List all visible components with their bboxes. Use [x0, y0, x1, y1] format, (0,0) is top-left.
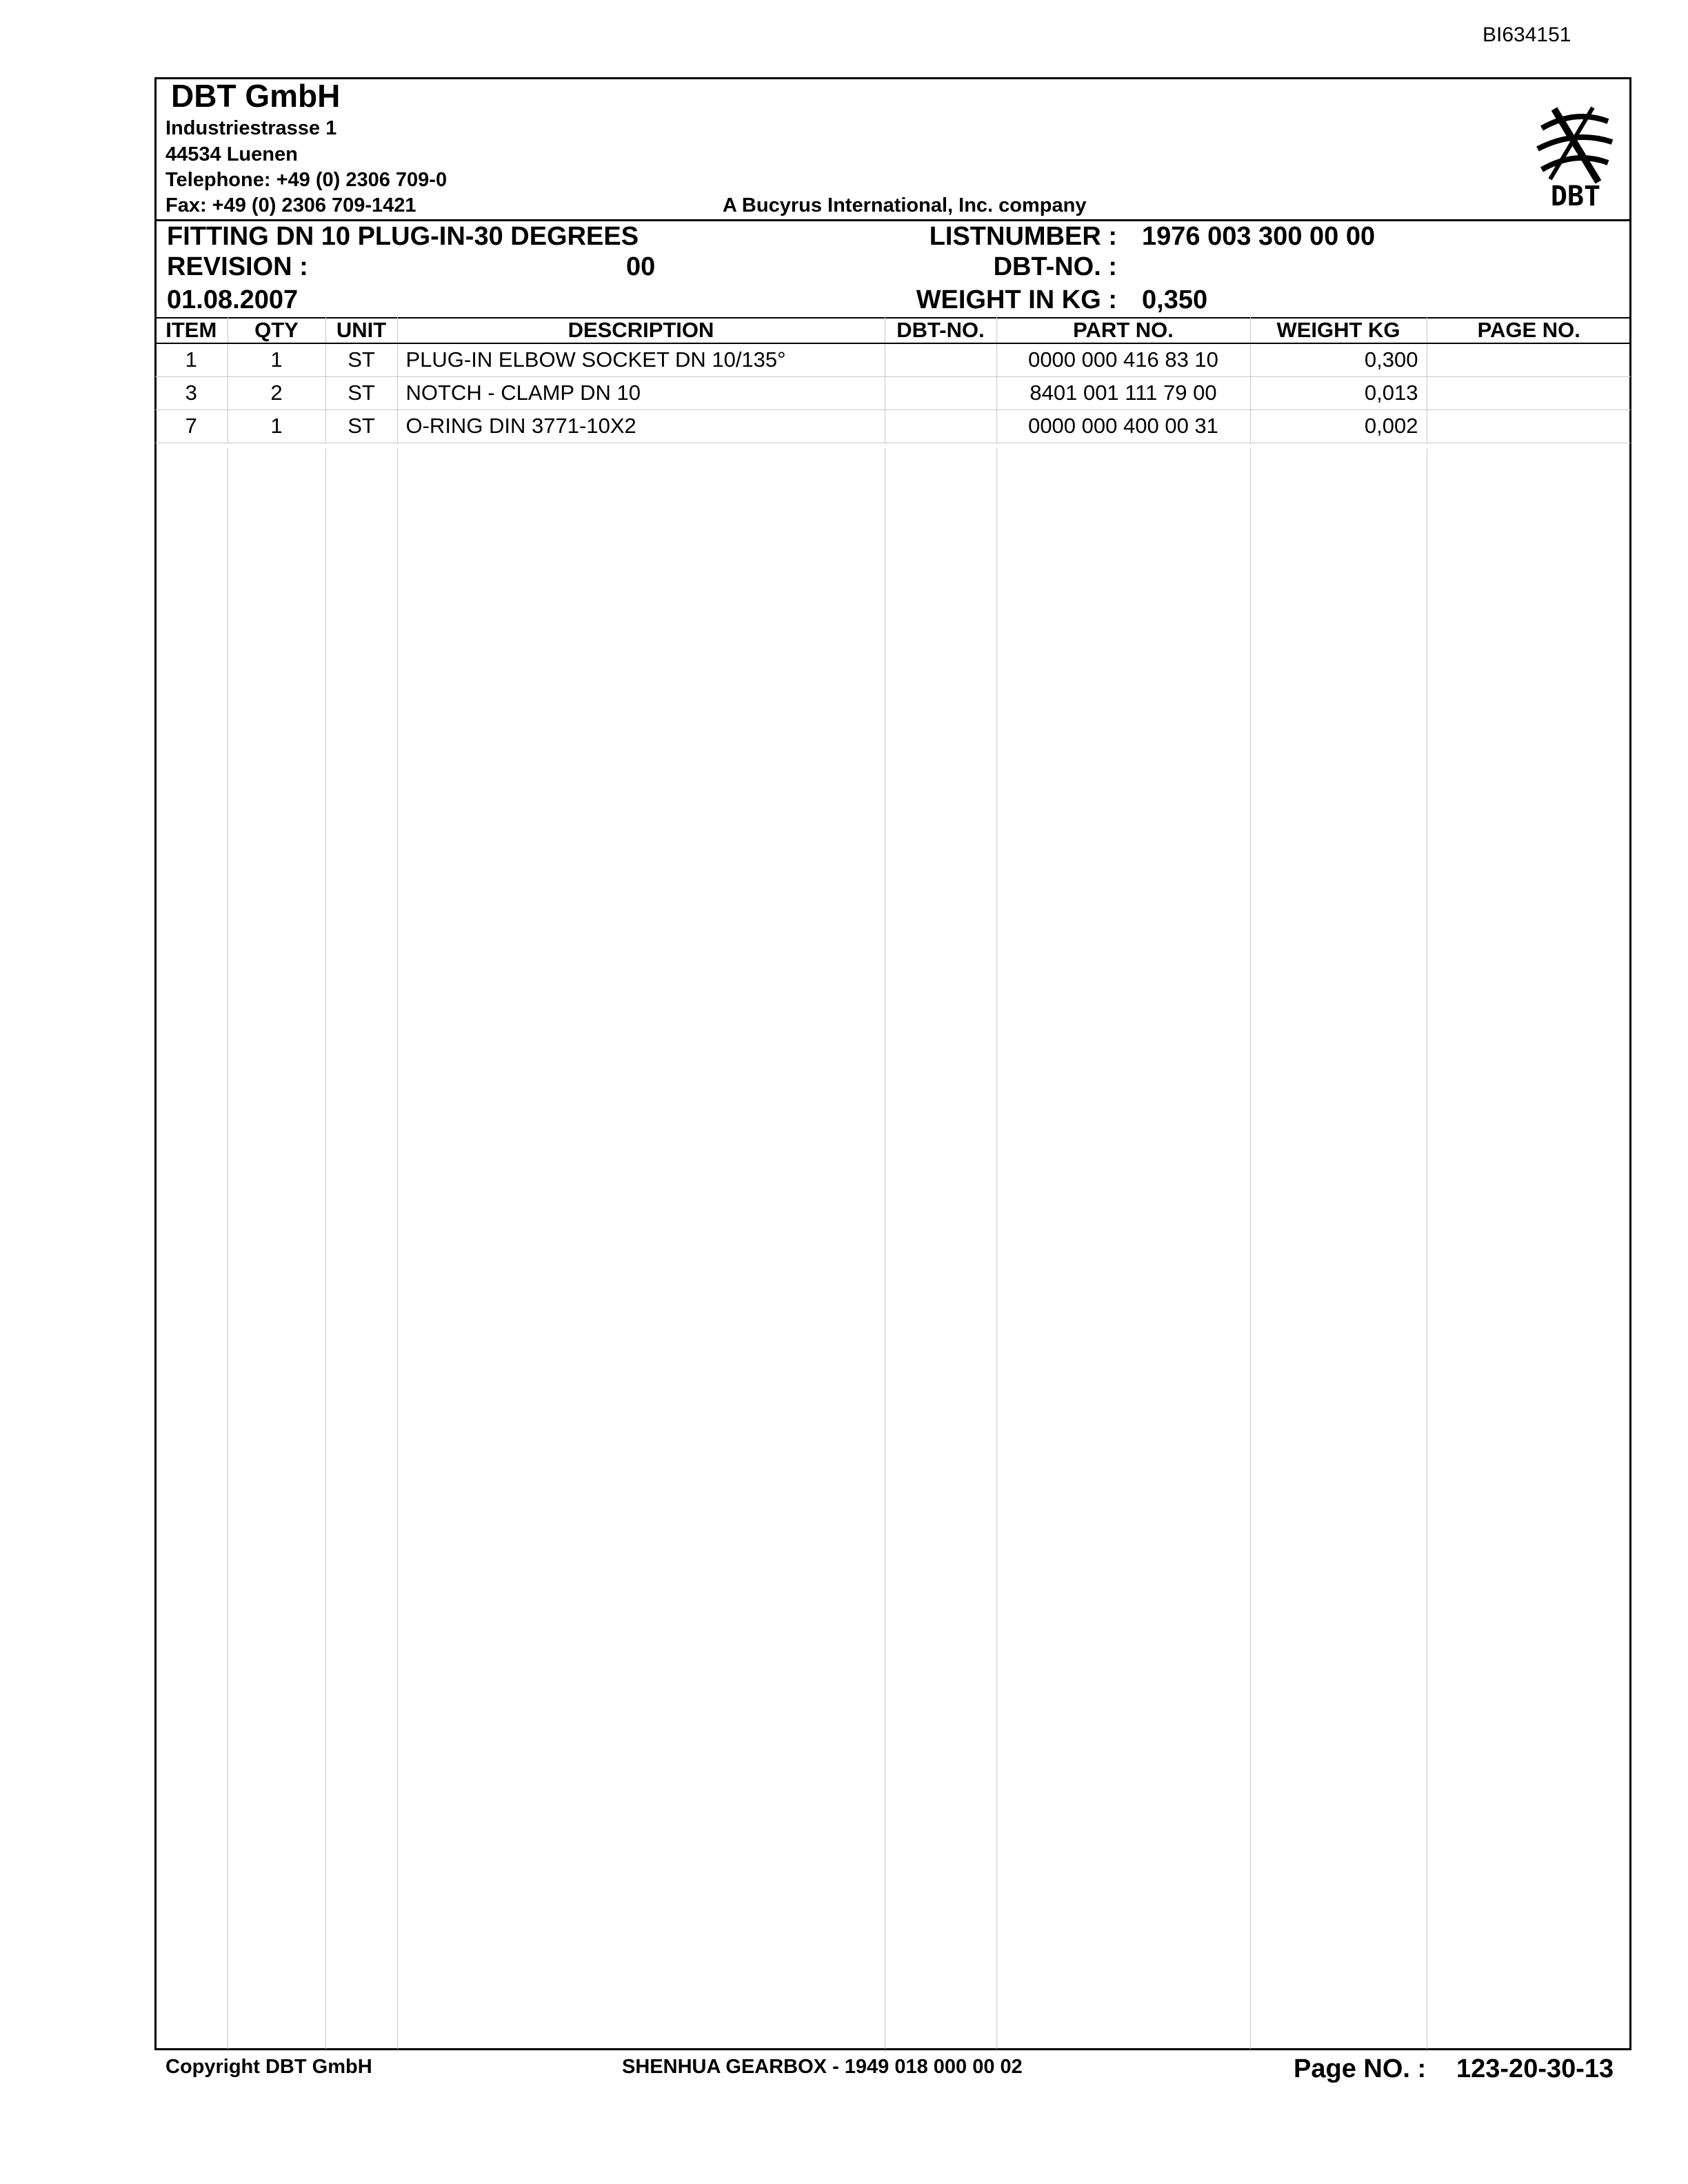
col-header-weight: WEIGHT KG	[1250, 317, 1427, 343]
col-header-part-no: PART NO.	[996, 317, 1250, 343]
revision-label: REVISION :	[167, 252, 308, 281]
cell-qty: 1	[228, 343, 325, 376]
revision-value: 00	[626, 252, 656, 281]
company-telephone: Telephone: +49 (0) 2306 709-0	[165, 169, 448, 191]
column-guide	[996, 448, 997, 2049]
listnumber-label: LISTNUMBER :	[929, 222, 1117, 251]
copyright: Copyright DBT GmbH	[165, 2056, 372, 2078]
cell-qty: 1	[228, 410, 325, 443]
table-header-row	[155, 317, 1631, 343]
header-divider	[154, 219, 1631, 221]
company-fax: Fax: +49 (0) 2306 709-1421	[165, 194, 416, 216]
table-row	[155, 376, 1631, 410]
cell-description: PLUG-IN ELBOW SOCKET DN 10/135°	[397, 343, 885, 376]
company-street: Industriestrasse 1	[165, 117, 337, 139]
cell-weight: 0,300	[1250, 343, 1427, 376]
weight-value: 0,350	[1142, 285, 1208, 314]
parent-company: A Bucyrus International, Inc. company	[723, 194, 1087, 216]
cell-dbt-no	[885, 410, 996, 443]
logo-text: DBT	[1550, 181, 1601, 211]
page-number-label: Page NO. :	[1294, 2054, 1427, 2083]
cell-dbt-no	[885, 343, 996, 376]
project-reference: SHENHUA GEARBOX - 1949 018 000 00 02	[622, 2056, 1023, 2078]
cell-unit: ST	[325, 376, 397, 410]
cell-unit: ST	[325, 343, 397, 376]
company-city: 44534 Luenen	[165, 143, 298, 165]
cell-description: O-RING DIN 3771-10X2	[397, 410, 885, 443]
col-header-qty: QTY	[228, 317, 325, 343]
cell-dbt-no	[885, 376, 996, 410]
column-guide	[325, 448, 326, 2049]
cell-weight: 0,013	[1250, 376, 1427, 410]
table-row	[155, 343, 1631, 376]
cell-page-no	[1427, 343, 1631, 376]
document-date: 01.08.2007	[167, 285, 299, 314]
document-id: BI634151	[1483, 23, 1571, 46]
listnumber-value: 1976 003 300 00 00	[1142, 222, 1376, 251]
table-row	[155, 410, 1631, 443]
company-name: DBT GmbH	[171, 78, 341, 114]
column-guide	[1250, 448, 1251, 2049]
cell-item: 7	[155, 410, 228, 443]
cell-part-no: 0000 000 400 00 31	[996, 410, 1250, 443]
cell-unit: ST	[325, 410, 397, 443]
page-number-value: 123-20-30-13	[1456, 2054, 1614, 2083]
col-header-page-no: PAGE NO.	[1427, 317, 1631, 343]
col-header-dbt-no: DBT-NO.	[885, 317, 996, 343]
dbt-no-label: DBT-NO. :	[993, 252, 1117, 281]
col-header-item: ITEM	[155, 317, 228, 343]
column-guide	[397, 448, 398, 2049]
cell-item: 1	[155, 343, 228, 376]
col-header-description: DESCRIPTION	[397, 317, 885, 343]
cell-qty: 2	[228, 376, 325, 410]
parts-table	[155, 317, 1631, 443]
weight-label: WEIGHT IN KG :	[916, 285, 1117, 314]
cell-item: 3	[155, 376, 228, 410]
dbt-logo	[1527, 94, 1625, 211]
cell-description: NOTCH - CLAMP DN 10	[397, 376, 885, 410]
cell-part-no: 8401 001 111 79 00	[996, 376, 1250, 410]
cell-page-no	[1427, 376, 1631, 410]
cell-page-no	[1427, 410, 1631, 443]
cell-weight: 0,002	[1250, 410, 1427, 443]
cell-part-no: 0000 000 416 83 10	[996, 343, 1250, 376]
dbt-logo-icon	[1538, 108, 1612, 182]
document-title: FITTING DN 10 PLUG-IN-30 DEGREES	[167, 222, 639, 251]
col-header-unit: UNIT	[325, 317, 397, 343]
